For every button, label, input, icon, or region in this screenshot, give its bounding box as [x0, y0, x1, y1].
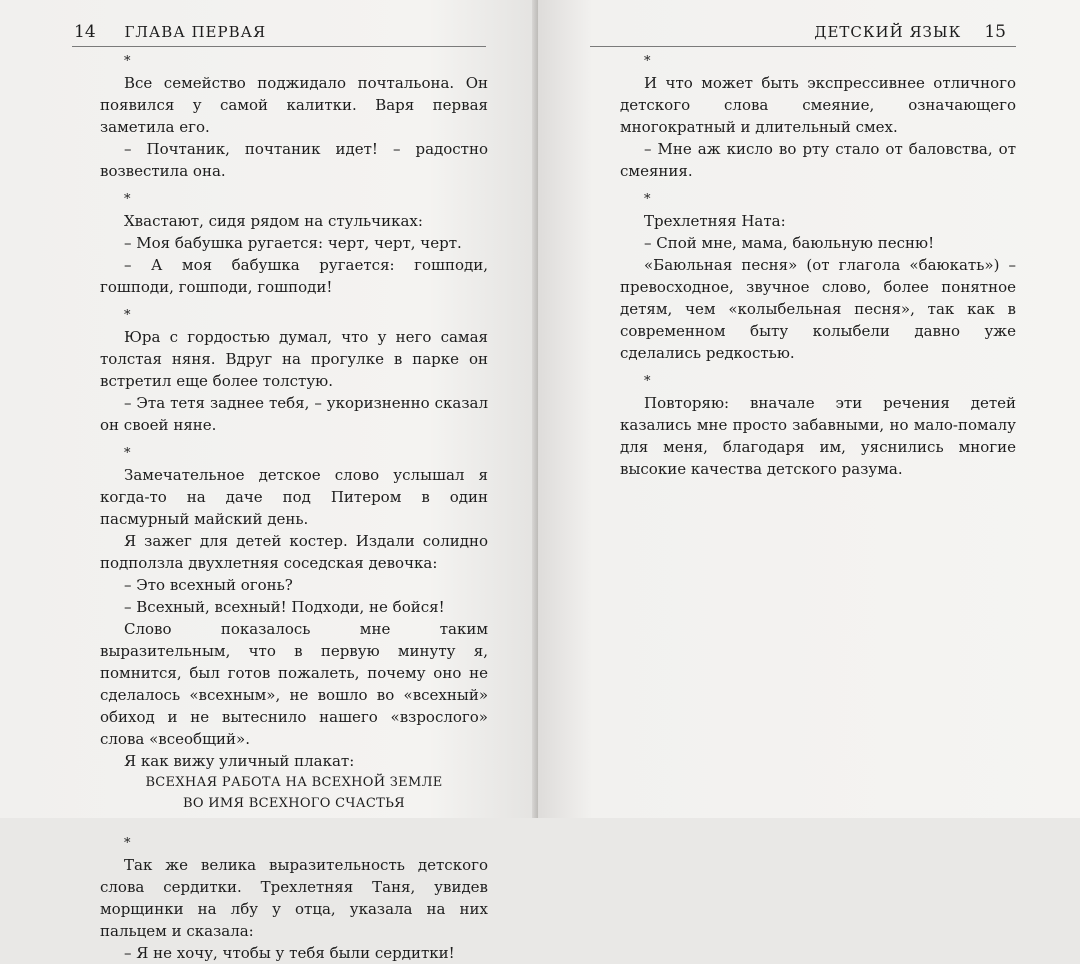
paragraph: – Почтаник, почтаник идет! – радостно возвестила она. — [100, 140, 488, 180]
poster-line: ВСЕХНАЯ РАБОТА НА ВСЕХНОЙ ЗЕМЛЕ — [145, 775, 443, 790]
paragraph: Так же велика выразительность детского слова сердитки. Трехлетняя Таня, увидев морщинки на лбу у отца, указала на них пальцем и сказала: — [100, 856, 488, 940]
right-page-number: 15 — [984, 22, 1006, 42]
paragraph: – Я не хочу, чтобы у тебя были сердитки! — [124, 944, 455, 962]
left-running-head — [74, 22, 266, 42]
section-star: * — [644, 54, 651, 69]
paragraph: Слово показалось мне таким выразительным, что в первую минуту я, помнится, был готов пожалеть, почему оно не сделалось «всехным», не вошло во «всехный» обиход и не вытеснило нашего «взрослого» слова «всеобщий». — [100, 620, 488, 748]
paragraph: Замечательное детское слово услышал я когда-то на даче под Питером в один пасмурный майский день. — [100, 466, 488, 528]
paragraph: Юра с гордостью думал, что у него самая толстая няня. Вдруг на прогулке в парке он встретил еще более толстую. — [100, 328, 488, 390]
right-page — [538, 0, 1080, 818]
section-star: * — [124, 836, 131, 851]
paragraph: Я зажег для детей костер. Издали солидно подползла двухлетняя соседская девочка: — [100, 532, 488, 572]
paragraph: – Эта тетя заднее тебя, – укоризненно сказал он своей няне. — [100, 394, 488, 434]
right-page-text — [620, 54, 1016, 480]
left-page-number: 14 — [74, 22, 96, 42]
left-header-rule — [72, 46, 486, 47]
section-star: * — [124, 54, 131, 69]
paragraph: – Это всехный огонь? — [124, 576, 293, 594]
paragraph: Хвастают, сидя рядом на стульчиках: — [124, 212, 423, 230]
left-page — [0, 0, 536, 962]
poster-line: ВО ИМЯ ВСЕХНОГО СЧАСТЬЯ — [183, 796, 405, 811]
paragraph: Повторяю: вначале эти речения детей казались мне просто забавными, но мало-помалу для меня, благодаря им, уяснились многие высокие качества детского разума. — [620, 394, 1016, 478]
paragraph: И что может быть экспрессивнее отличного детского слова смеяние, означающего многократный и длительный смех. — [620, 74, 1016, 136]
paragraph: Трехлетняя Ната: — [644, 212, 786, 230]
paragraph: Я как вижу уличный плакат: — [124, 752, 355, 770]
section-star: * — [644, 192, 651, 207]
left-page-text — [100, 54, 488, 964]
right-header-rule — [590, 46, 1016, 47]
right-running-head — [814, 22, 1006, 42]
paragraph: – Мне аж кисло во рту стало от баловства, от смеяния. — [620, 140, 1016, 180]
paragraph: – Спой мне, мама, баюльную песню! — [644, 234, 935, 252]
paragraph: – Всехный, всехный! Подходи, не бойся! — [124, 598, 445, 616]
right-chapter-title: ДЕТСКИЙ ЯЗЫК — [814, 23, 962, 41]
paragraph: – Моя бабушка ругается: черт, черт, черт. — [124, 234, 462, 252]
section-star: * — [124, 446, 131, 461]
left-chapter-title: ГЛАВА ПЕРВАЯ — [124, 23, 267, 41]
paragraph: «Баюльная песня» (от глагола «баюкать») – превосходное, звучное слово, более понятное детям, чем «колыбельная песня», так как в современном быту колыбели давно уже сделались редкостью. — [620, 256, 1016, 362]
section-star: * — [644, 374, 651, 389]
paragraph: Все семейство поджидало почтальона. Он появился у самой калитки. Варя первая заметила его. — [100, 74, 488, 136]
section-star: * — [124, 308, 131, 323]
paragraph: – А моя бабушка ругается: гошподи, гошподи, гошподи, гошподи! — [100, 256, 488, 296]
section-star: * — [124, 192, 131, 207]
